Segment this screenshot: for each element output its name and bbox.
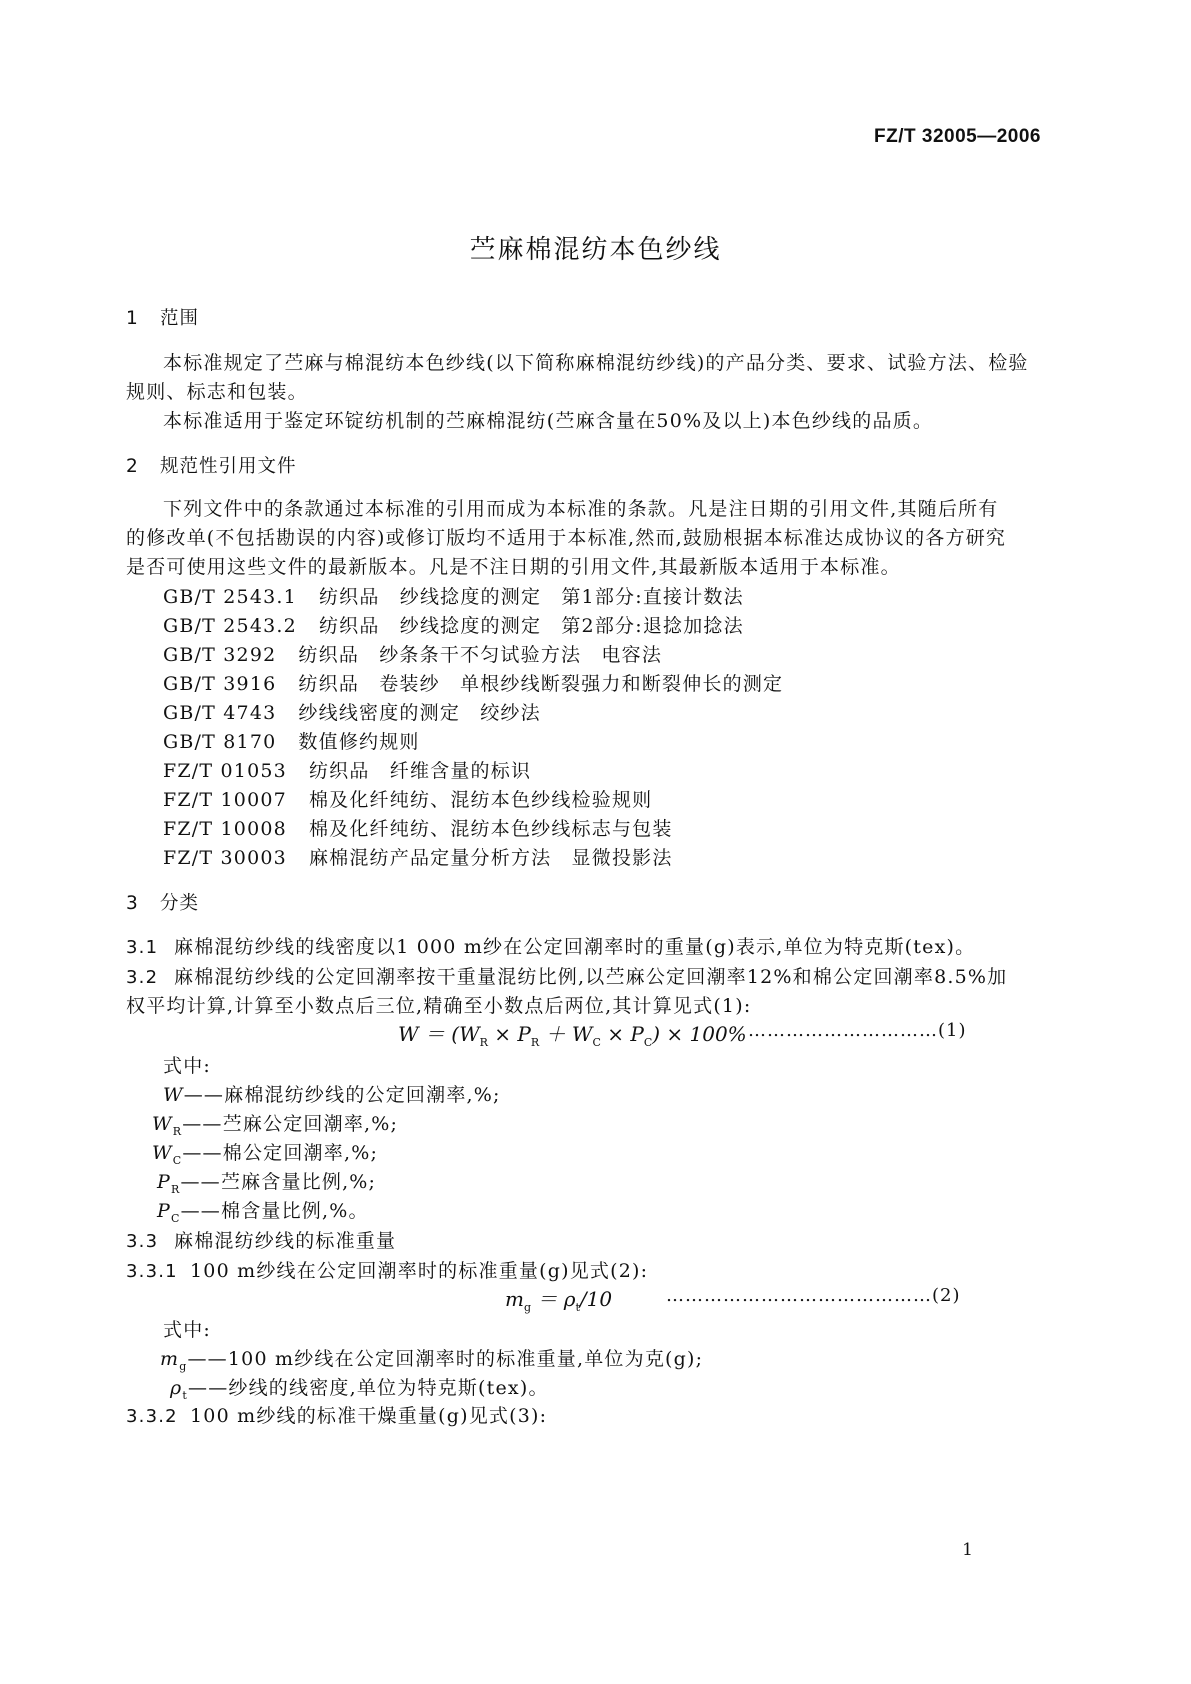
reference-title: 纺织品 纱线捻度的测定 第1部分:直接计数法 (318, 586, 744, 608)
reference-code: FZ/T 30003 (163, 847, 287, 869)
where-label: 式中: (163, 1055, 212, 1077)
clause-3-3-2 (126, 1401, 547, 1428)
symbol-definition (163, 1080, 501, 1107)
reference-item (163, 814, 673, 841)
where-label: 式中: (163, 1319, 212, 1341)
clause-3-3 (126, 1226, 396, 1253)
clause-text: 100 m纱线在公定回潮率时的标准重量(g)见式(2): (190, 1260, 649, 1282)
paragraph: 本标准适用于鉴定环锭纺机制的苎麻棉混纺(苎麻含量在50%及以上)本色纱线的品质。 (163, 410, 934, 432)
clause-number: 3.3.1 (126, 1261, 178, 1282)
section-number: 3 (126, 893, 139, 914)
reference-title: 纺织品 纱线捻度的测定 第2部分:退捻加捻法 (318, 615, 744, 637)
clause-text: 麻棉混纺纱线的线密度以1 000 m纱在公定回潮率时的重量(g)表示,单位为特克斯(tex)。 (174, 936, 976, 958)
equation-1: $W = (W_R \times P_R + W_C \times P_C) \times 100\%$ (398, 1022, 747, 1049)
symbol: $W_C$ (152, 1142, 183, 1167)
symbol-description: ——纱线的线密度,单位为特克斯(tex)。 (188, 1377, 549, 1399)
symbol-description: ——100 m纱线在公定回潮率时的标准重量,单位为克(g); (187, 1348, 704, 1370)
reference-title: 纺织品 纤维含量的标识 (308, 760, 532, 782)
clause-text: 麻棉混纺纱线的公定回潮率按干重量混纺比例,以苎麻公定回潮率12%和棉公定回潮率8.5%加 (174, 966, 1008, 988)
clause-number: 3.3.2 (126, 1406, 178, 1427)
clause-3-3-1 (126, 1256, 648, 1283)
symbol-definition (152, 1138, 378, 1167)
equation-2-number: ……………………………………(2) (666, 1285, 961, 1306)
reference-item (163, 669, 783, 696)
reference-item (163, 640, 662, 667)
reference-code: GB/T 2543.2 (163, 615, 297, 637)
document-title: 苎麻棉混纺本色纱线 (469, 235, 722, 265)
symbol-description: ——棉公定回潮率,%; (182, 1142, 379, 1164)
paragraph: 规则、标志和包装。 (126, 381, 308, 403)
section-number: 1 (126, 308, 139, 329)
clause-3-1 (126, 932, 975, 959)
symbol-definition (160, 1344, 703, 1373)
reference-title: 数值修约规则 (298, 731, 420, 753)
reference-item (163, 756, 531, 783)
paragraph: 权平均计算,计算至小数点后三位,精确至小数点后两位,其计算见式(1): (126, 995, 752, 1017)
symbol: $P_R$ (157, 1171, 181, 1196)
clause-text: 麻棉混纺纱线的标准重量 (174, 1230, 397, 1252)
reference-item (163, 611, 744, 638)
symbol-definition (170, 1373, 549, 1402)
reference-code: FZ/T 10007 (163, 789, 287, 811)
reference-code: FZ/T 01053 (163, 760, 287, 782)
reference-code: GB/T 3292 (163, 644, 277, 666)
symbol: $P_C$ (157, 1200, 181, 1225)
symbol-definition (157, 1167, 376, 1196)
clause-number: 3.1 (126, 937, 159, 958)
symbol-description: ——麻棉混纺纱线的公定回潮率,%; (183, 1084, 501, 1106)
reference-item (163, 582, 744, 609)
reference-item (163, 785, 652, 812)
reference-code: GB/T 3916 (163, 673, 277, 695)
section-title: 分类 (160, 893, 200, 914)
reference-item (163, 727, 420, 754)
reference-code: GB/T 2543.1 (163, 586, 297, 608)
reference-code: GB/T 8170 (163, 731, 277, 753)
clause-number: 3.2 (126, 967, 159, 988)
symbol: $m_g$ (160, 1348, 188, 1373)
section-title: 范围 (160, 308, 200, 329)
reference-title: 纱线线密度的测定 绞纱法 (298, 702, 541, 724)
reference-title: 麻棉混纺产品定量分析方法 显微投影法 (308, 847, 673, 869)
equation-2: $m_g = \rho_t/10$ (505, 1287, 613, 1314)
symbol-definition (152, 1109, 398, 1138)
section-1-heading (126, 304, 199, 330)
paragraph: 的修改单(不包括勘误的内容)或修订版均不适用于本标准,然而,鼓励根据本标准达成协议的各方研究 (126, 527, 1007, 549)
page-number: 1 (962, 1540, 973, 1560)
paragraph: 是否可使用这些文件的最新版本。凡是不注日期的引用文件,其最新版本适用于本标准。 (126, 556, 901, 578)
reference-title: 棉及化纤纯纺、混纺本色纱线检验规则 (308, 789, 653, 811)
symbol-description: ——苎麻含量比例,%; (180, 1171, 377, 1193)
section-2-heading (126, 452, 297, 478)
clause-3-2 (126, 962, 1007, 989)
document-number: FZ/T 32005—2006 (874, 126, 1041, 147)
symbol: W (163, 1084, 184, 1106)
symbol: $\rho_t$ (170, 1377, 188, 1402)
reference-code: FZ/T 10008 (163, 818, 287, 840)
reference-code: GB/T 4743 (163, 702, 277, 724)
symbol-definition (157, 1196, 369, 1225)
symbol: $W_R$ (152, 1113, 183, 1138)
section-3-heading (126, 889, 199, 915)
symbol-description: ——苎麻公定回潮率,%; (182, 1113, 399, 1135)
equation-1-number: …………………………(1) (748, 1020, 967, 1041)
section-number: 2 (126, 456, 139, 477)
reference-item (163, 843, 673, 870)
paragraph: 下列文件中的条款通过本标准的引用而成为本标准的条款。凡是注日期的引用文件,其随后所有 (163, 498, 999, 520)
section-title: 规范性引用文件 (160, 456, 297, 477)
reference-title: 纺织品 纱条条干不匀试验方法 电容法 (298, 644, 663, 666)
paragraph: 本标准规定了苎麻与棉混纺本色纱线(以下简称麻棉混纺纱线)的产品分类、要求、试验方法、检验 (163, 352, 1029, 374)
symbol-description: ——棉含量比例,%。 (180, 1200, 369, 1222)
reference-title: 棉及化纤纯纺、混纺本色纱线标志与包装 (308, 818, 673, 840)
reference-item (163, 698, 541, 725)
clause-number: 3.3 (126, 1231, 159, 1252)
reference-title: 纺织品 卷装纱 单根纱线断裂强力和断裂伸长的测定 (298, 673, 784, 695)
clause-text: 100 m纱线的标准干燥重量(g)见式(3): (190, 1405, 548, 1427)
